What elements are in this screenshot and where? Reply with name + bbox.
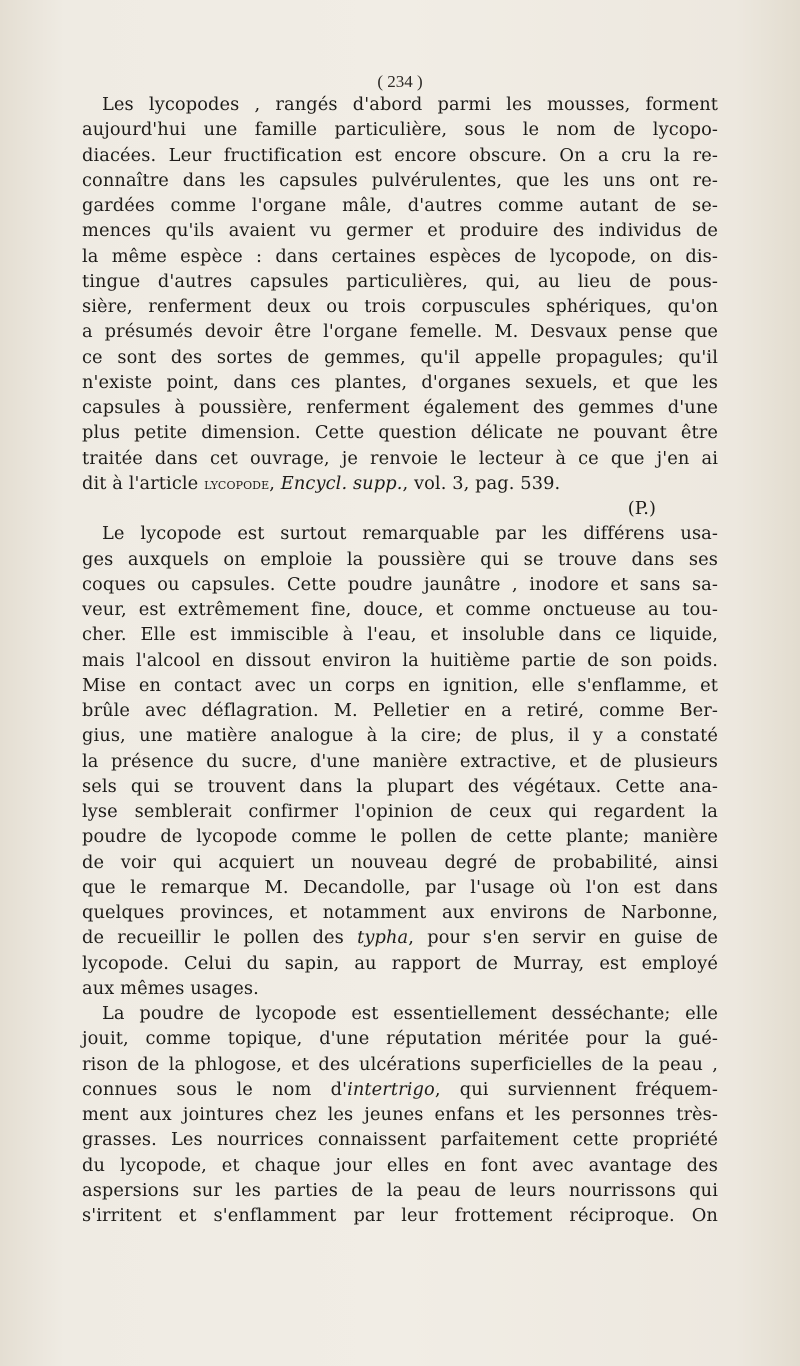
text-run: de recueillir le pollen des xyxy=(82,927,358,949)
text-line: traitée dans cet ouvrage, je renvoie le lecteur à ce que j'en ai xyxy=(82,447,718,469)
page-number-header: ( 234 ) xyxy=(377,72,423,91)
paragraph-2 xyxy=(82,521,718,1001)
article-reference: lycopode xyxy=(204,473,270,493)
text-line: diacées. Leur fructification est encore obscure. On a cru la re- xyxy=(82,144,718,166)
text-line: cher. Elle est immiscible à l'eau, et insoluble dans ce liquide, xyxy=(82,624,718,646)
encyclopedia-title: Encycl. supp. xyxy=(280,472,403,494)
genus-name: typha xyxy=(357,927,409,949)
text-line: La poudre de lycopode est essentiellement desséchante; elle xyxy=(102,1003,718,1024)
text-line: quelques provinces, et notamment aux environs de Narbonne, xyxy=(82,902,718,923)
text-line: la même espèce : dans certaines espèces de lycopode, on dis- xyxy=(82,245,718,267)
text-run: , pour s'en servir en guise de xyxy=(408,927,718,949)
text-line: du lycopode, et chaque jour elles en font avec avantage des xyxy=(82,1154,718,1176)
text-line: aux mêmes usages. xyxy=(82,977,259,999)
text-line: Le lycopode est surtout remarquable par les différens usa- xyxy=(102,523,718,545)
text-line: ce sont des sortes de gemmes, qu'il appelle propagules; qu'il xyxy=(82,346,718,368)
text-line: coques ou capsules. Cette poudre jaunâtre , inodore et sans sa- xyxy=(82,573,718,595)
text-line: de voir qui acquiert un nouveau degré de probabilité, ainsi xyxy=(82,851,718,873)
text-line: Mise en contact avec un corps en ignition, elle s'enflamme, et xyxy=(82,674,718,696)
paragraph-1 xyxy=(82,92,718,521)
text-line: grasses. Les nourrices connaissent parfaitement cette propriété xyxy=(82,1129,718,1151)
body-text xyxy=(82,92,718,1228)
text-line: rison de la phlogose, et des ulcérations superficielles de la peau , xyxy=(82,1053,718,1075)
text-line: poudre de lycopode comme le pollen de cette plante; manière xyxy=(82,826,718,848)
text-line: gardées comme l'organe mâle, d'autres comme autant de se- xyxy=(82,195,718,216)
text-run: , vol. 3, pag. 539. xyxy=(402,472,561,494)
text-line: gius, une matière analogue à la cire; de plus, il y a constaté xyxy=(82,725,718,747)
text-line: aujourd'hui une famille particulière, sous le nom de lycopo- xyxy=(82,119,718,141)
text-run: , xyxy=(269,472,281,494)
paragraph-3 xyxy=(82,1001,718,1228)
text-line: connaître dans les capsules pulvérulentes, que les uns ont re- xyxy=(82,169,718,191)
text-line: ges auxquels on emploie la poussière qui se trouve dans ses xyxy=(82,548,718,570)
text-line: veur, est extrêmement fine, douce, et comme onctueuse au tou- xyxy=(82,599,718,620)
text-line: la présence du sucre, d'une manière extractive, et de plusieurs xyxy=(82,750,718,772)
text-line: a présumés devoir être l'organe femelle. M. Desvaux pense que xyxy=(82,321,718,343)
text-line: Les lycopodes , rangés d'abord parmi les mousses, forment xyxy=(102,94,718,115)
text-line: n'existe point, dans ces plantes, d'organes sexuels, et que les xyxy=(82,371,718,393)
text-line: lyse semblerait confirmer l'opinion de ceux qui regardent la xyxy=(82,801,718,822)
text-line: brûle avec déflagration. M. Pelletier en a retiré, comme Ber- xyxy=(82,700,718,721)
text-line: sels qui se trouvent dans la plupart des végétaux. Cette ana- xyxy=(82,775,718,797)
author-signature: (P.) xyxy=(627,498,656,519)
text-run: , qui surviennent fréquem- xyxy=(434,1078,718,1100)
text-line: capsules à poussière, renferment également des gemmes d'une xyxy=(82,397,718,418)
text-line: plus petite dimension. Cette question délicate ne pouvant être xyxy=(82,422,718,444)
text-line: aspersions sur les parties de la peau de leurs nourrissons qui xyxy=(82,1179,718,1201)
text-line: s'irritent et s'enflamment par leur frottement réciproque. On xyxy=(82,1205,718,1226)
text-line xyxy=(82,925,718,950)
text-run: connues sous le nom d' xyxy=(82,1078,348,1100)
text-line: ment aux jointures chez les jeunes enfans et les personnes très- xyxy=(82,1104,718,1125)
text-line: jouit, comme topique, d'une réputation méritée pour la gué- xyxy=(82,1028,718,1050)
text-line: sière, renferment deux ou trois corpuscules sphériques, qu'on xyxy=(82,296,718,317)
text-line: lycopode. Celui du sapin, au rapport de Murray, est employé xyxy=(82,952,718,974)
text-run: dit à l'article xyxy=(82,472,205,494)
medical-term: intertrigo xyxy=(347,1078,435,1100)
text-line: tingue d'autres capsules particulières, qui, au lieu de pous- xyxy=(82,270,718,292)
text-line xyxy=(82,1077,718,1102)
text-line: mences qu'ils avaient vu germer et produire des individus de xyxy=(82,220,718,242)
text-line xyxy=(82,471,718,496)
text-line: que le remarque M. Decandolle, par l'usage où l'on est dans xyxy=(82,876,718,898)
text-line: mais l'alcool en dissout environ la huitième partie de son poids. xyxy=(82,649,718,671)
